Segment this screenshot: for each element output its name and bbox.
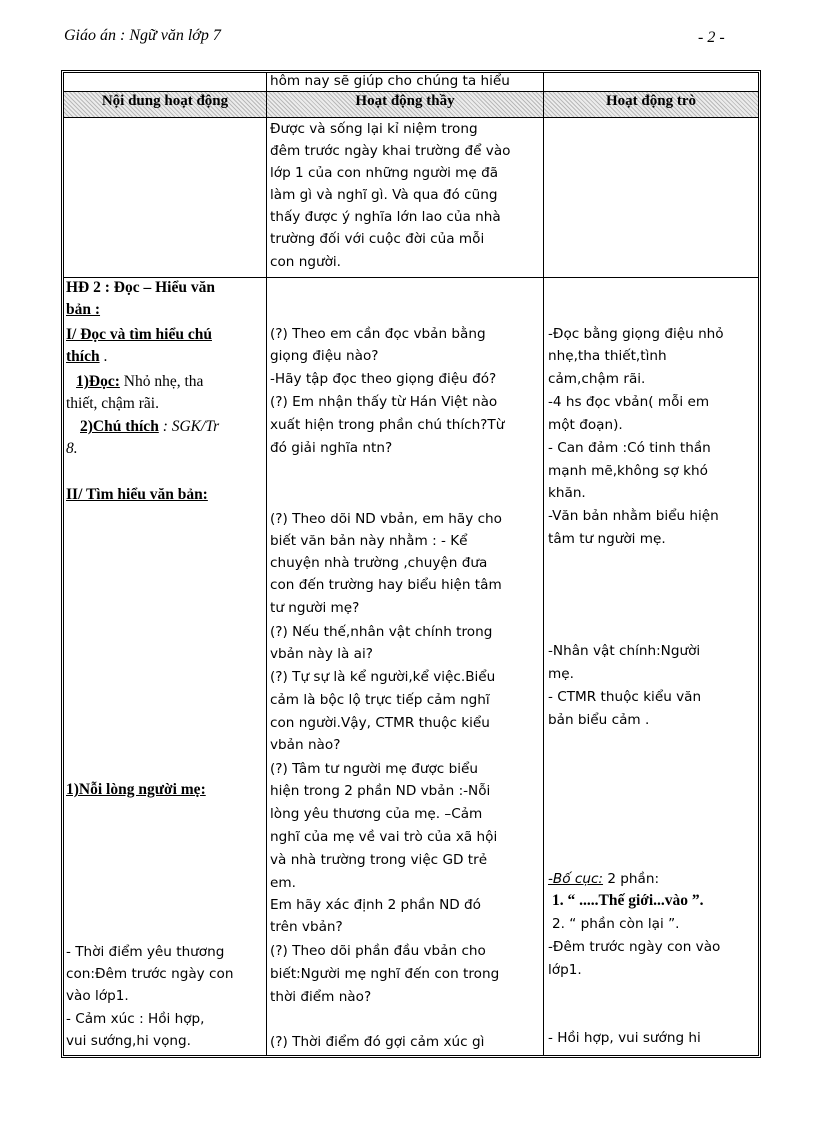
chuthich-label: 2)Chú thích bbox=[80, 418, 159, 435]
teacher-line: lòng yêu thương của mẹ. –Cảm bbox=[270, 806, 483, 822]
teacher-line: cảm là bộc lộ trực tiếp cảm nghĩ bbox=[270, 692, 490, 708]
student-line: -Đêm trước ngày con vào bbox=[548, 939, 721, 955]
section-1-heading-cont: thích . bbox=[66, 348, 108, 365]
section-1-word: thích bbox=[66, 348, 100, 365]
student-line: tâm tư người mẹ. bbox=[548, 531, 666, 547]
row-divider bbox=[64, 91, 758, 92]
student-line: khăn. bbox=[548, 485, 586, 501]
student-line: -4 hs đọc vbản( mỗi em bbox=[548, 394, 710, 410]
student-line: mẹ. bbox=[548, 666, 574, 682]
doc-text: Nhỏ nhẹ, tha bbox=[119, 373, 204, 390]
teacher-line: giọng điệu nào? bbox=[270, 348, 379, 364]
teacher-line: biết:Người mẹ nghĩ đến con trong bbox=[270, 966, 500, 982]
teacher-line: Em hãy xác định 2 phần ND đó bbox=[270, 897, 481, 913]
noilong-heading: 1)Nỗi lòng người mẹ: bbox=[66, 781, 206, 798]
hd2-heading-cont: bản : bbox=[66, 301, 101, 318]
teacher-line: con người.Vậy, CTMR thuộc kiểu bbox=[270, 715, 490, 731]
teacher-line: vbản nào? bbox=[270, 737, 341, 753]
teacher-line: (?) Nếu thế,nhân vật chính trong bbox=[270, 624, 493, 640]
thoidiem-line: con:Đêm trước ngày con bbox=[66, 966, 234, 982]
teacher-line: biết văn bản này nhằm : - Kể bbox=[270, 533, 468, 549]
student-line: -Văn bản nhằm biểu hiện bbox=[548, 508, 719, 524]
student-line: cảm,chậm rãi. bbox=[548, 371, 646, 387]
bocuc-part-2: 2. “ phần còn lại ”. bbox=[552, 916, 680, 932]
bocuc-text: 2 phần: bbox=[603, 871, 660, 887]
column-header-teacher: Hoạt động thầy bbox=[355, 93, 455, 109]
doc-label: 1)Đọc: bbox=[76, 373, 120, 390]
chuthich-text-cont: 8. bbox=[66, 440, 78, 457]
intro-line: lớp 1 của con những người mẹ đã bbox=[270, 165, 499, 181]
teacher-line: (?) Tâm tư người mẹ được biểu bbox=[270, 761, 478, 777]
intro-line: đêm trước ngày khai trường để vào bbox=[270, 143, 511, 159]
intro-line: thấy được ý nghĩa lớn lao của nhà bbox=[270, 209, 501, 225]
teacher-line: chuyện nhà trường ,chuyện đưa bbox=[270, 555, 488, 571]
teacher-line: (?) Tự sự là kể người,kể việc.Biểu bbox=[270, 669, 496, 685]
thoidiem-line: - Thời điểm yêu thương bbox=[66, 944, 225, 960]
teacher-line: (?) Em nhận thấy từ Hán Việt nào bbox=[270, 394, 498, 410]
teacher-line: thời điểm nào? bbox=[270, 989, 372, 1005]
column-header-content: Nội dung hoạt động bbox=[101, 93, 229, 109]
thoidiem-line: vào lớp1. bbox=[66, 988, 129, 1004]
camxuc-line: vui sướng,hi vọng. bbox=[66, 1033, 191, 1049]
teacher-line: (?) Theo dõi phần đầu vbản cho bbox=[270, 943, 486, 959]
student-line: -Đọc bằng giọng điệu nhỏ bbox=[548, 326, 724, 342]
teacher-line: hiện trong 2 phần ND vbản :-Nỗi bbox=[270, 783, 491, 799]
student-line: -Nhân vật chính:Người bbox=[548, 643, 701, 659]
section-1-heading: I/ Đọc và tìm hiểu chú bbox=[66, 326, 212, 343]
teacher-line: -Hãy tập đọc theo giọng điệu đó? bbox=[270, 371, 497, 387]
student-bocuc bbox=[548, 868, 659, 890]
page-number: - 2 - bbox=[698, 29, 725, 46]
chuthich-item bbox=[80, 416, 219, 438]
section-2-heading: II/ Tìm hiểu văn bản: bbox=[66, 486, 208, 503]
student-line: - CTMR thuộc kiểu văn bbox=[548, 689, 702, 705]
column-header-student: Hoạt động trò bbox=[606, 93, 696, 109]
teacher-line: và nhà trường trong việc GD trẻ bbox=[270, 852, 488, 868]
camxuc-line: - Cảm xúc : Hồi hợp, bbox=[66, 1011, 205, 1027]
teacher-line: em. bbox=[270, 875, 296, 891]
teacher-line: (?) Thời điểm đó gợi cảm xúc gì bbox=[270, 1034, 485, 1050]
teacher-line: nghĩ của mẹ về vai trò của xã hội bbox=[270, 829, 498, 845]
intro-line: Được và sống lại kỉ niệm trong bbox=[270, 121, 478, 137]
bocuc-part-1: 1. “ .....Thế giới...vào ”. bbox=[552, 892, 704, 909]
intro-line: làm gì và nghĩ gì. Và qua đó cũng bbox=[270, 187, 498, 203]
student-line: - Hồi hợp, vui sướng hi bbox=[548, 1030, 701, 1046]
teacher-line: (?) Theo dõi ND vbản, em hãy cho bbox=[270, 511, 502, 527]
intro-line: trường đối với cuộc đời của mỗi bbox=[270, 231, 485, 247]
teacher-line: (?) Theo em cần đọc vbản bằng bbox=[270, 326, 486, 342]
student-line: một đoạn). bbox=[548, 417, 623, 433]
doc-item bbox=[76, 371, 203, 393]
column-divider bbox=[543, 72, 544, 1056]
student-line: mạnh mẽ,không sợ khó bbox=[548, 463, 708, 479]
teacher-line: đó giải nghĩa ntn? bbox=[270, 440, 393, 456]
hd2-heading: HĐ 2 : Đọc – Hiểu văn bbox=[66, 279, 215, 296]
student-line: - Can đảm :Có tinh thần bbox=[548, 440, 711, 456]
page-header-title: Giáo án : Ngữ văn lớp 7 bbox=[64, 27, 221, 44]
top-row-text: hôm nay sẽ giúp cho chúng ta hiểu bbox=[270, 73, 510, 89]
intro-line: con người. bbox=[270, 254, 342, 270]
teacher-line: vbản này là ai? bbox=[270, 646, 374, 662]
teacher-line: con đến trường hay biểu hiện tâm bbox=[270, 577, 502, 593]
chuthich-text: : SGK/Tr bbox=[158, 418, 220, 435]
student-line: bản biểu cảm . bbox=[548, 712, 650, 728]
teacher-line: xuất hiện trong phần chú thích?Từ bbox=[270, 417, 505, 433]
column-divider bbox=[266, 72, 267, 1056]
bocuc-label: -Bố cục: bbox=[548, 871, 604, 887]
student-line: nhẹ,tha thiết,tình bbox=[548, 348, 667, 364]
teacher-line: tư người mẹ? bbox=[270, 600, 360, 616]
doc-text-cont: thiết, chậm rãi. bbox=[66, 395, 159, 412]
student-line: lớp1. bbox=[548, 962, 582, 978]
teacher-line: trên vbản? bbox=[270, 919, 343, 935]
